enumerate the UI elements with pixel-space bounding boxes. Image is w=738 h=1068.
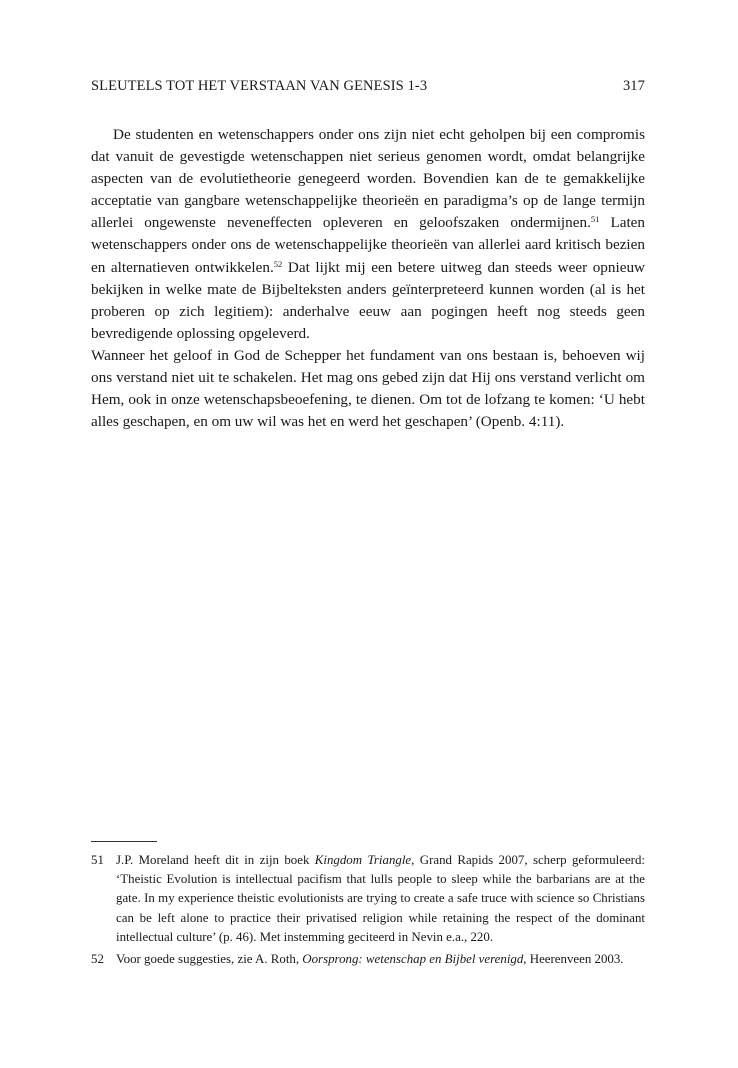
footnote-ref-52[interactable]: 52 <box>273 258 283 269</box>
footnote-number: 51 <box>91 853 104 867</box>
footnote-text-pre: Voor goede suggesties, zie A. Roth, <box>116 952 303 967</box>
page-number: 317 <box>622 78 645 94</box>
paragraph-1-sentence-2: Laten wetenschappers onder ons de wetenschappelijke theorieën van allerlei aard kritisch bezien en alternatieven ontwikkelen. <box>91 214 646 276</box>
footnotes <box>91 851 645 972</box>
footnote-divider <box>91 841 157 842</box>
paragraph-1 <box>91 124 645 345</box>
footnote-51 <box>91 851 645 947</box>
footnote-text-post: , Grand Rapids 2007, scherp geformuleerd: ‘Theistic Evolution is intellectual pacifism that lulls people to sleep while the barbarians are at the gate. In my experience theistic evolutionists are trying to create a safe truce with science so Christians can be left alone to practice their privatised religion while retaining the respect of the dominant intellectual culture’ (p. 46). Met instemming geciteerd in Nevin e.a., 220. <box>116 853 645 944</box>
paragraph-2: Wanneer het geloof in God de Schepper het fundament van ons bestaan is, behoeven wij ons verstand niet uit te schakelen. Het mag ons gebed zijn dat Hij ons verstand verlicht om Hem, ook in onze wetenschapsbeoefening, te dienen. Om tot de lofzang te komen: ‘U hebt alles geschapen, en om uw wil was het en werd het geschapen’ (Openb. 4:11). <box>91 346 645 431</box>
running-head <box>91 78 645 100</box>
body-text <box>91 124 645 433</box>
footnote-number: 52 <box>91 952 104 967</box>
paragraph-1-sentence-1: De studenten en wetenschappers onder ons zijn niet echt geholpen bij een compromis dat vanuit de gevestigde wetenschappen niet serieus genomen wordt, omdat belangrijke aspecten van de evolutietheorie genegeerd worden. Bovendien kan de te gemakkelijke acceptatie van gangbare wetenschappelijke theorieën en paradigma’s op de lange termijn allerlei ongewenste neveneffecten opleveren en geloofszaken ondermijnen. <box>91 126 645 232</box>
footnote-ref-51[interactable]: 51 <box>590 214 600 225</box>
paragraph-1-sentence-3: Dat lijkt mij een betere uitweg dan steeds weer opnieuw bekijken in welke mate de Bijbelteksten anders geïnterpreteerd kunnen worden (al is het proberen op zich legitiem): anderhalve eeuw aan pogingen heeft nog steeds geen bevredigende oplossing opgeleverd. <box>91 258 646 342</box>
footnote-text-post: Heerenveen 2003. <box>526 952 624 967</box>
footnote-52 <box>91 950 645 969</box>
book-title: Oorsprong: wetenschap en Bijbel verenigd, <box>302 952 527 967</box>
book-page <box>91 0 645 1068</box>
footnote-text <box>116 950 645 969</box>
book-title: Kingdom Triangle <box>314 853 412 867</box>
footnote-text <box>116 851 645 947</box>
footnote-text-pre: J.P. Moreland heeft dit in zijn boek <box>116 853 315 867</box>
running-head-title: SLEUTELS TOT HET VERSTAAN VAN GENESIS 1-3 <box>91 78 428 94</box>
